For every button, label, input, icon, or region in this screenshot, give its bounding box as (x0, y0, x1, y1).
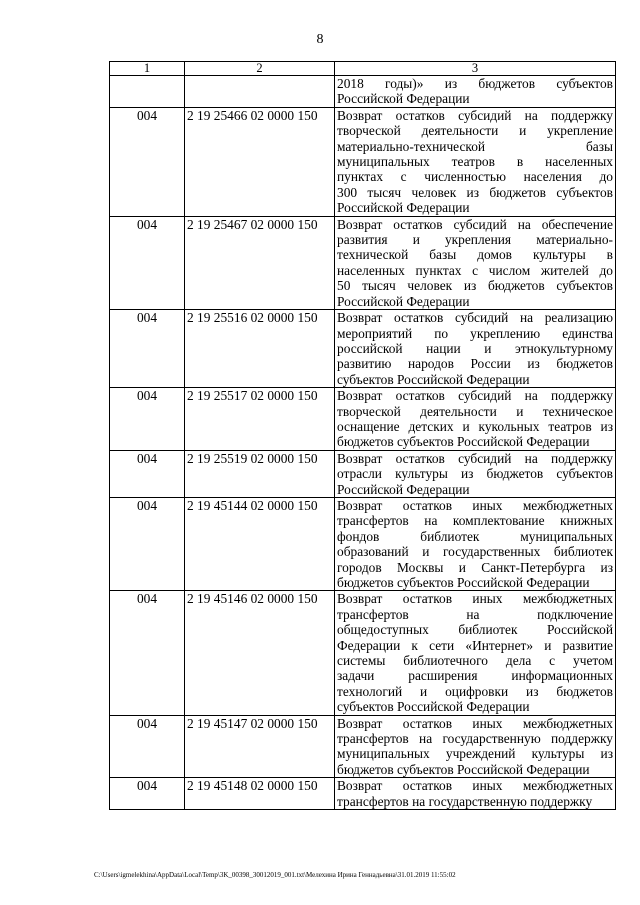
description-line: муниципальных учреждений культуры из (337, 746, 613, 762)
description-cell (335, 107, 616, 216)
description-line: Возврат остатков иных межбюджетных (337, 715, 613, 731)
description-line: Российской Федерации (337, 200, 470, 216)
table-row (110, 591, 616, 715)
description-line: субъектов Российской Федерации (337, 371, 530, 387)
description-line: Федерации к сети «Интернет» и развитие (337, 637, 613, 653)
description-line: отрасли культуры из бюджетов субъектов (337, 466, 613, 482)
budget-code-table (109, 61, 616, 810)
table-header-row (110, 62, 616, 76)
table-row (110, 778, 616, 810)
code-cell (110, 76, 185, 108)
description-line: муниципальных театров в населенных (337, 154, 613, 170)
description-line: общедоступных библиотек Российской (337, 622, 613, 638)
description-cell (335, 715, 616, 778)
header-col-2: 2 (185, 62, 335, 76)
kbk-cell: 2 19 45144 02 0000 150 (185, 497, 335, 590)
code-cell: 004 (110, 388, 185, 451)
kbk-cell: 2 19 25517 02 0000 150 (185, 388, 335, 451)
table-row (110, 497, 616, 590)
description-cell (335, 388, 616, 451)
description-line: трансфертов на государственную поддержку (337, 731, 613, 747)
description-line: развитию народов России из бюджетов (337, 356, 613, 372)
header-col-1: 1 (110, 62, 185, 76)
table-row (110, 310, 616, 388)
table-row (110, 715, 616, 778)
description-cell (335, 310, 616, 388)
description-line: фондов библиотек муниципальных (337, 528, 613, 544)
code-cell: 004 (110, 450, 185, 497)
kbk-cell: 2 19 45147 02 0000 150 (185, 715, 335, 778)
description-line: Возврат остатков субсидий на реализацию (337, 310, 613, 326)
page-number: 8 (316, 32, 324, 47)
description-line: бюджетов субъектов Российской Федерации (337, 761, 590, 777)
description-line: субъектов Российской Федерации (337, 699, 530, 715)
description-line: задачи расширения информационных (337, 668, 613, 684)
description-cell (335, 497, 616, 590)
footer-file-path: C:\Users\igmelekhina\AppData\Local\Temp\3K_00398_30012019_001.txt\Мелехина Ирина Геннадьевна\31.01.2019 11:55:02 (94, 871, 456, 879)
table-row-continuation (110, 76, 616, 108)
description-line: пунктах с численностью населения до (337, 169, 613, 185)
description-line: бюджетов субъектов Российской Федерации (337, 434, 590, 450)
description-line: системы библиотечного дела с учетом (337, 653, 613, 669)
table-row (110, 216, 616, 309)
description-line: Российской Федерации (337, 91, 470, 107)
description-line: мероприятий по укреплению единства (337, 325, 613, 341)
table-row (110, 107, 616, 216)
description-line: Возврат остатков иных межбюджетных (337, 497, 613, 513)
description-line: Возврат остатков субсидий на обеспечение (337, 216, 613, 232)
description-line: трансфертов на комплектование книжных (337, 513, 613, 529)
description-line: Возврат остатков субсидий на поддержку (337, 450, 613, 466)
description-line: Российской Федерации (337, 481, 470, 497)
description-cell (335, 591, 616, 715)
description-line: развития и укрепления материально- (337, 232, 613, 248)
description-line: технической базы домов культуры в (337, 247, 613, 263)
kbk-cell: 2 19 45148 02 0000 150 (185, 778, 335, 810)
description-line: трансфертов на государственную поддержку (337, 793, 593, 809)
description-line: Возврат остатков иных межбюджетных (337, 778, 613, 794)
kbk-cell: 2 19 25467 02 0000 150 (185, 216, 335, 309)
description-line: материально-технической базы (337, 138, 613, 154)
header-col-3: 3 (335, 62, 616, 76)
description-line: населенных пунктах с числом жителей до (337, 262, 613, 278)
description-line: образований и государственных библиотек (337, 544, 613, 560)
description-line: российской нации и этнокультурному (337, 340, 613, 356)
kbk-cell: 2 19 25516 02 0000 150 (185, 310, 335, 388)
description-line: творческой деятельности и укрепление (337, 123, 613, 139)
code-cell: 004 (110, 107, 185, 216)
description-line: Возврат остатков иных межбюджетных (337, 591, 613, 607)
description-line: Российской Федерации (337, 293, 470, 309)
code-cell: 004 (110, 497, 185, 590)
description-cell (335, 778, 616, 810)
description-line: 50 тысяч человек из бюджетов субъектов (337, 278, 613, 294)
kbk-cell: 2 19 25466 02 0000 150 (185, 107, 335, 216)
code-cell: 004 (110, 310, 185, 388)
description-cell (335, 216, 616, 309)
code-cell: 004 (110, 778, 185, 810)
description-cell (335, 76, 616, 108)
description-line: 2018 годы)» из бюджетов субъектов (337, 76, 613, 91)
kbk-cell: 2 19 45146 02 0000 150 (185, 591, 335, 715)
code-cell: 004 (110, 216, 185, 309)
description-line: Возврат остатков субсидий на поддержку (337, 107, 613, 123)
code-cell: 004 (110, 715, 185, 778)
description-line: бюджетов субъектов Российской Федерации (337, 575, 590, 590)
description-cell (335, 450, 616, 497)
description-line: творческой деятельности и техническое (337, 403, 613, 419)
table-body (110, 62, 616, 810)
kbk-cell (185, 76, 335, 108)
description-line: Возврат остатков субсидий на поддержку (337, 388, 613, 404)
description-line: технологий и оцифровки из бюджетов (337, 683, 613, 699)
table-row (110, 450, 616, 497)
code-cell: 004 (110, 591, 185, 715)
description-line: трансфертов на подключение (337, 606, 613, 622)
description-line: 300 тысяч человек из бюджетов субъектов (337, 184, 613, 200)
table-row (110, 388, 616, 451)
kbk-cell: 2 19 25519 02 0000 150 (185, 450, 335, 497)
description-line: оснащение детских и кукольных театров из (337, 418, 613, 434)
description-line: городов Москвы и Санкт-Петербурга из (337, 559, 613, 575)
